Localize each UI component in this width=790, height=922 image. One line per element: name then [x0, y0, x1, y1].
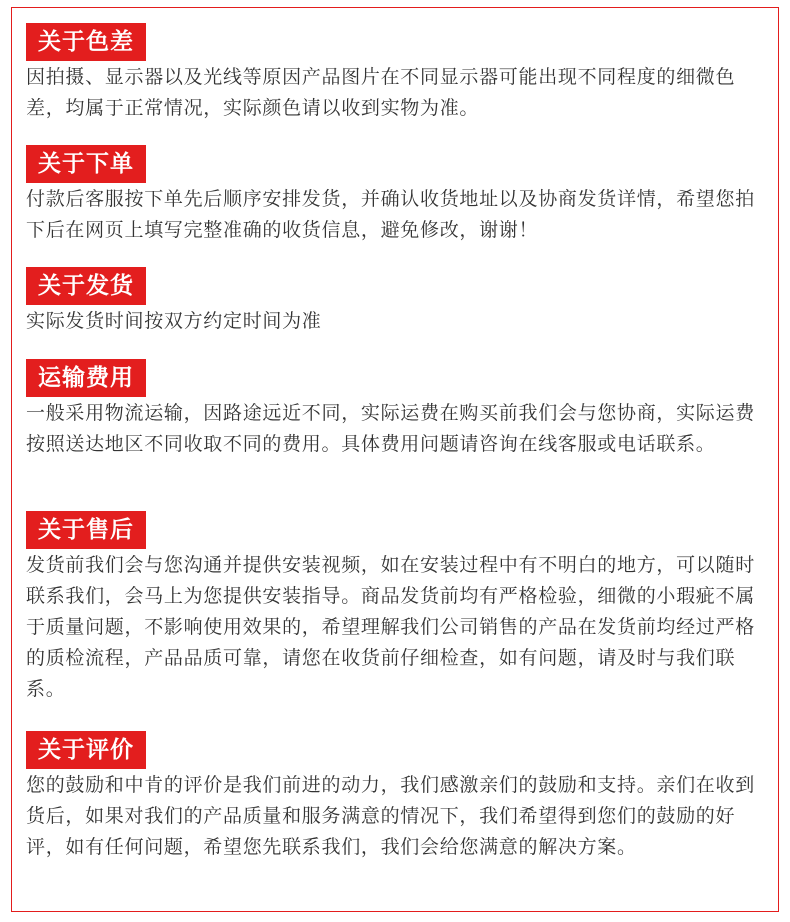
section-title: 关于发货 — [26, 267, 146, 305]
section-title: 运输费用 — [26, 359, 146, 397]
section-title: 关于售后 — [26, 511, 146, 549]
section-freight-cost — [26, 359, 761, 460]
section-text: 实际发货时间按双方约定时间为准 — [26, 310, 322, 332]
section-text: 付款后客服按下单先后顺序安排发货，并确认收货地址以及协商发货详情，希望您拍下后在网页上填写完整准确的收货信息，避免修改，谢谢！ — [26, 188, 755, 241]
section-text: 一般采用物流运输，因路途远近不同，实际运费在购买前我们会与您协商，实际运费按照送达地区不同收取不同的费用。具体费用问题请咨询在线客服或电话联系。 — [26, 402, 755, 455]
section-ordering — [26, 145, 761, 246]
section-title: 关于下单 — [26, 145, 146, 183]
section-shipping — [26, 267, 761, 337]
section-reviews — [26, 731, 761, 863]
section-text: 因拍摄、显示器以及光线等原因产品图片在不同显示器可能出现不同程度的细微色差，均属于正常情况，实际颜色请以收到实物为准。 — [26, 66, 736, 119]
section-text: 发货前我们会与您沟通并提供安装视频，如在安装过程中有不明白的地方，可以随时联系我们，会马上为您提供安装指导。商品发货前均有严格检验，细微的小瑕疵不属于质量问题，不影响使用效果的，希望理解我们公司销售的产品在发货前均经过严格的质检流程，产品品质可靠，请您在收货前仔细检查，如有问题，请及时与我们联系。 — [26, 554, 755, 700]
section-text: 您的鼓励和中肯的评价是我们前进的动力，我们感激亲们的鼓励和支持。亲们在收到货后，如果对我们的产品质量和服务满意的情况下，我们希望得到您们的鼓励的好评，如有任何问题，希望您先联系我们，我们会给您满意的解决方案。 — [26, 774, 755, 858]
section-title: 关于评价 — [26, 731, 146, 769]
section-after-sales — [26, 511, 761, 705]
section-color-difference — [26, 23, 761, 124]
section-title: 关于色差 — [26, 23, 146, 61]
